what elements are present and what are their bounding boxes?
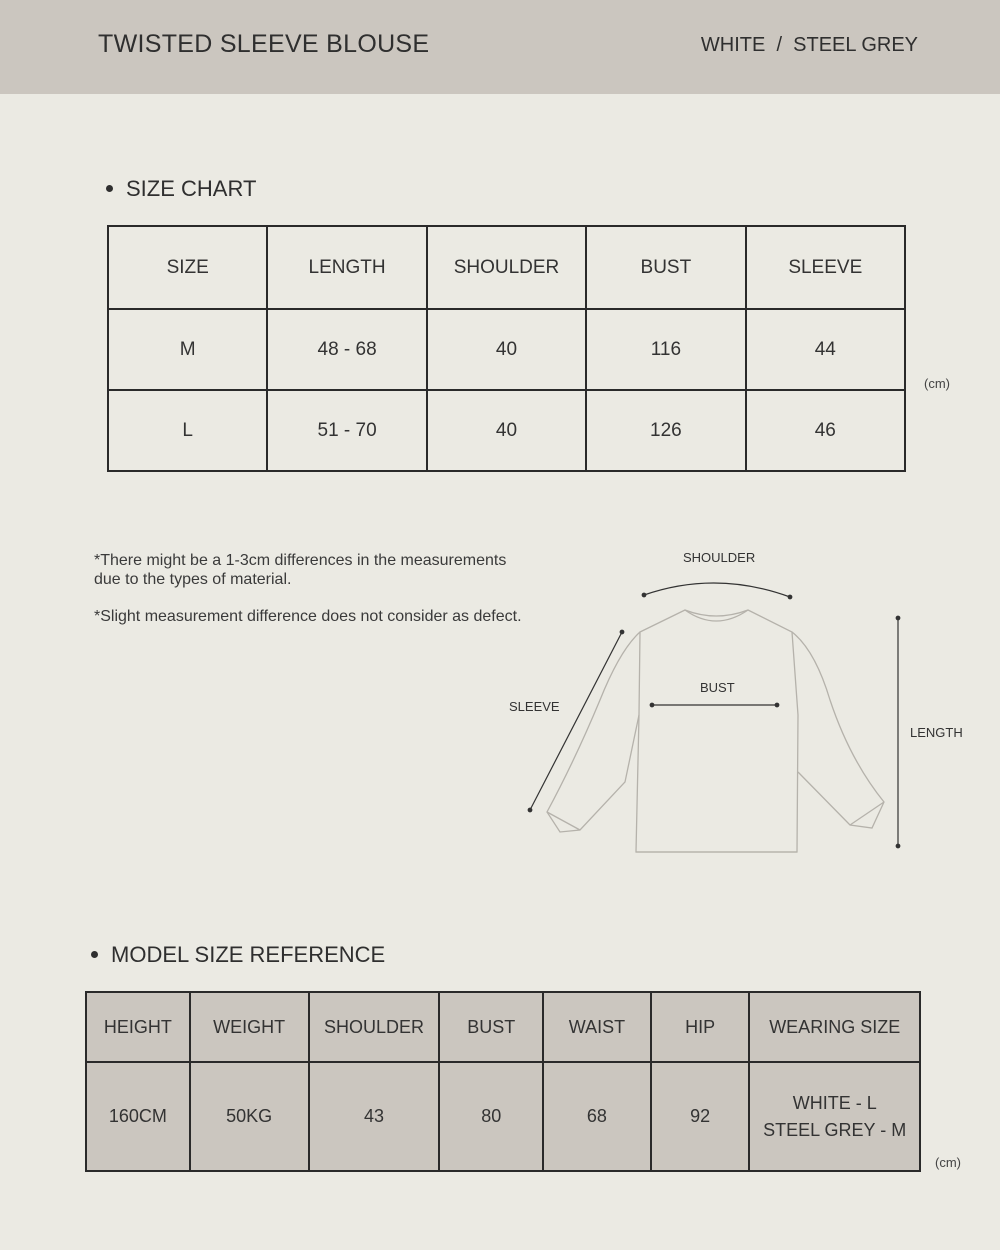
table-cell: 50KG (190, 1062, 309, 1171)
table-header-row (86, 992, 920, 1062)
table-row (108, 390, 905, 471)
table-cell: 68 (543, 1062, 651, 1171)
table-cell: 44 (746, 309, 905, 390)
table-cell: 92 (651, 1062, 750, 1171)
table-cell: M (108, 309, 267, 390)
model-reference-heading-text: MODEL SIZE REFERENCE (111, 942, 386, 967)
size-chart-unit: (cm) (924, 376, 950, 391)
table-cell: L (108, 390, 267, 471)
note-text: *There might be a 1-3cm differences in the measurements due to the types of material. (94, 552, 507, 588)
bullet-icon (106, 185, 113, 192)
column-header: BUST (586, 226, 745, 309)
column-header: HIP (651, 992, 750, 1062)
column-header: SHOULDER (309, 992, 440, 1062)
table-cell: 46 (746, 390, 905, 471)
model-table-unit: (cm) (935, 1155, 961, 1170)
column-header: LENGTH (267, 226, 426, 309)
measurement-notes (94, 551, 524, 644)
size-chart-heading (106, 176, 256, 202)
table-cell: 126 (586, 390, 745, 471)
table-cell: 160CM (86, 1062, 190, 1171)
table-row (108, 309, 905, 390)
column-header: SIZE (108, 226, 267, 309)
column-header: HEIGHT (86, 992, 190, 1062)
garment-diagram (500, 540, 980, 870)
model-reference-heading (91, 942, 385, 968)
column-header: SLEEVE (746, 226, 905, 309)
color-variants: WHITE / STEEL GREY (700, 34, 918, 56)
sleeve-label: SLEEVE (509, 699, 560, 714)
table-cell: 51 - 70 (267, 390, 426, 471)
table-cell: 43 (309, 1062, 440, 1171)
column-header: BUST (439, 992, 543, 1062)
column-header: WEARING SIZE (749, 992, 920, 1062)
model-size-table (85, 991, 921, 1172)
column-header: WAIST (543, 992, 651, 1062)
table-cell: 40 (427, 309, 586, 390)
blouse-outline-icon (500, 540, 980, 870)
bullet-icon (91, 951, 98, 958)
wearing-size-line: STEEL GREY - M (763, 1119, 907, 1140)
column-header: SHOULDER (427, 226, 586, 309)
wearing-size-line: WHITE - L (792, 1092, 877, 1113)
table-header-row (108, 226, 905, 309)
table-cell: 40 (427, 390, 586, 471)
product-title: TWISTED SLEEVE BLOUSE (98, 30, 430, 58)
shoulder-label: SHOULDER (683, 550, 756, 565)
length-label: LENGTH (910, 725, 963, 740)
table-cell: 80 (439, 1062, 543, 1171)
table-cell: 116 (586, 309, 745, 390)
column-header: WEIGHT (190, 992, 309, 1062)
table-row (86, 1062, 920, 1171)
size-chart-heading-text: SIZE CHART (126, 176, 257, 201)
wearing-size-cell (749, 1062, 920, 1171)
bust-label: BUST (700, 680, 735, 695)
header-bar (0, 0, 1000, 94)
note-text: *Slight measurement difference does not consider as defect. (94, 608, 522, 625)
size-chart-table (107, 225, 906, 472)
table-cell: 48 - 68 (267, 309, 426, 390)
